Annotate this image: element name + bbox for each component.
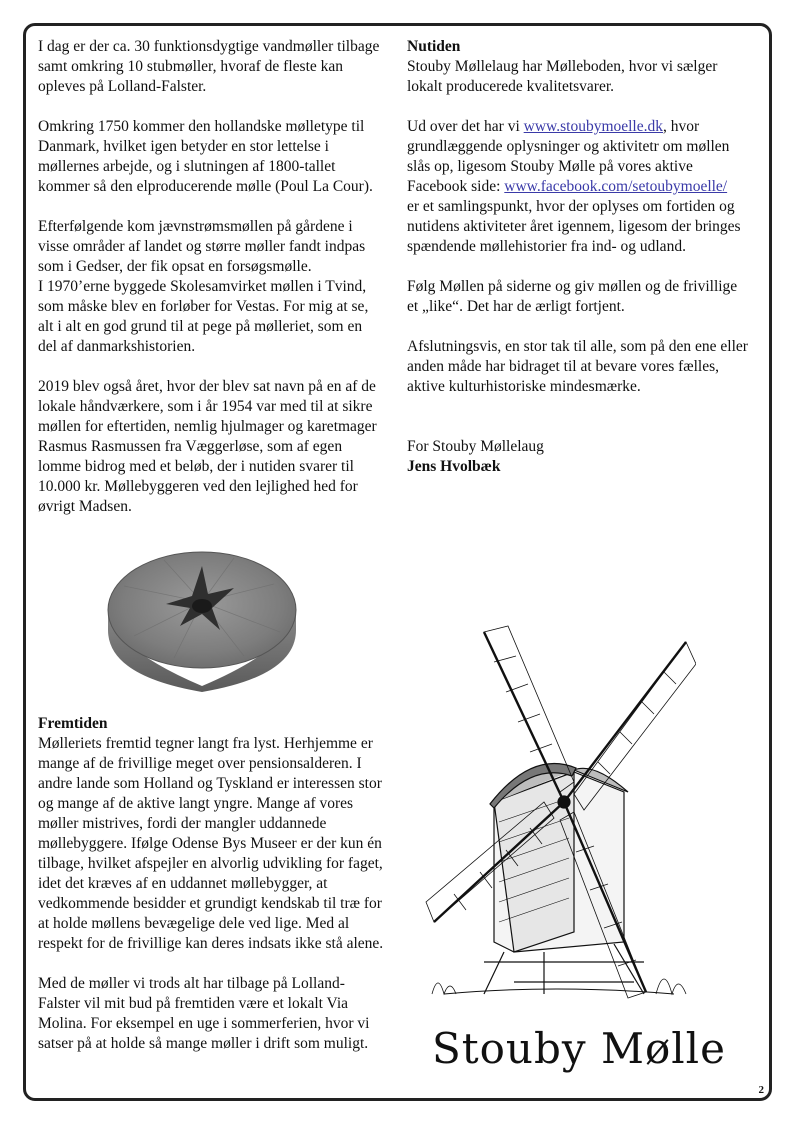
paragraph: Omkring 1750 kommer den hollandske mølletype til Danmark, hvilket igen betyder en stor lettelse i møllernes arbejde, og i slutningen af 1800-tallet kommer så den elproducerende mølle (Poul La Cour). (38, 118, 373, 195)
mill-caption: Stouby Mølle (432, 1024, 726, 1073)
paragraph: Følg Møllen på siderne og giv møllen og de frivillige et „like“. Det har de ærligt fortjent. (407, 278, 738, 315)
bottom-column (38, 714, 386, 1074)
paragraph-part: Efterfølgende kom jævnstrømsmøllen på gårdene i visse områder af landet og større møller fandt indpas som i Gedser, der fik opsat en forsøgsmølle. (38, 218, 366, 275)
facebook-link[interactable]: www.facebook.com/setoubymoelle/ (504, 178, 728, 195)
paragraph (38, 217, 384, 357)
website-link[interactable]: www.stoubymoelle.dk (523, 118, 663, 135)
signature-org: For Stouby Møllelaug (407, 438, 544, 455)
paragraph-part: I 1970’erne byggede Skolesamvirket møllen i Tvind, som måske blev en forløber for Vestas. For mig at se, alt i alt en god grund til at pege på mølleriet, som en del af danmarkshistorien. (38, 278, 369, 355)
paragraph: 2019 blev også året, hvor der blev sat navn på en af de lokale håndværkere, som i år 1954 var med til at sikre møllen for eftertiden, nemlig hjulmager og karetmager Rasmus Rasmussen fra Væggerløse, som af egen lomme bidrog med et beløb, der i nutiden svarer til 10.000 kr. Møllebyggeren ved den lejlighed hed for øvrigt Madsen. (38, 378, 377, 515)
page-number: 2 (758, 1084, 764, 1096)
left-column (38, 37, 384, 537)
millstone-image (104, 546, 300, 696)
right-column (407, 37, 752, 477)
signature-name: Jens Hvolbæk (407, 458, 501, 475)
paragraph (407, 117, 752, 257)
paragraph: Stouby Møllelaug har Mølleboden, hvor vi sælger lokalt producerede kvalitetsvarer. (407, 58, 718, 95)
text: , hvor grundlæggende oplysninger og aktivitetr om møllen slås op, ligesom Stouby Mølle på vores aktive Facebook side: (407, 118, 730, 195)
paragraph: Afslutningsvis, en stor tak til alle, som på den ene eller anden måde har bidraget til at bevare vores fælles, aktive kulturhistoriske mindesmærke. (407, 338, 748, 395)
windmill-illustration (424, 622, 696, 1032)
section-heading-nutiden: Nutiden (407, 38, 461, 55)
paragraph: I dag er der ca. 30 funktionsdygtige vandmøller tilbage samt omkring 10 stubmøller, hvoraf de fleste kan opleves på Lolland-Falster. (38, 38, 380, 95)
text: Ud over det har vi (407, 118, 524, 135)
paragraph: Mølleriets fremtid tegner langt fra lyst. Herhjemme er mange af de frivillige meget over pensionsalderen. I andre lande som Holland og Tyskland er interessen stor og mange af de aktive langt yngre. Mange af vores møller mistrives, fordi der mangler uddannede møllebyggere. Ifølge Odense Bys Museer er der kun én tilbage, hvilket afspejler en alvorlig udvikling for faget, idet det kræves af en uddannet møllebygger, at vedkommende besidder et grundigt kendskab til træ for at holde møllens bevægelige dele ved lige. Med al respekt for de frivillige kan deres indsats ikke stå alene. (38, 735, 384, 952)
paragraph: Med de møller vi trods alt har tilbage på Lolland-Falster vil mit bud på fremtiden være et lokalt Via Molina. For eksempel en uge i sommerferien, hvor vi satser på at holde så mange møller i drift som muligt. (38, 975, 370, 1052)
section-heading-fremtiden: Fremtiden (38, 715, 108, 732)
text: er et samlingspunkt, hvor der oplyses om fortiden og nutidens aktiviteter året igennem, ligesom der bringes spændende møllehistorier fra ind- og udland. (407, 198, 741, 255)
